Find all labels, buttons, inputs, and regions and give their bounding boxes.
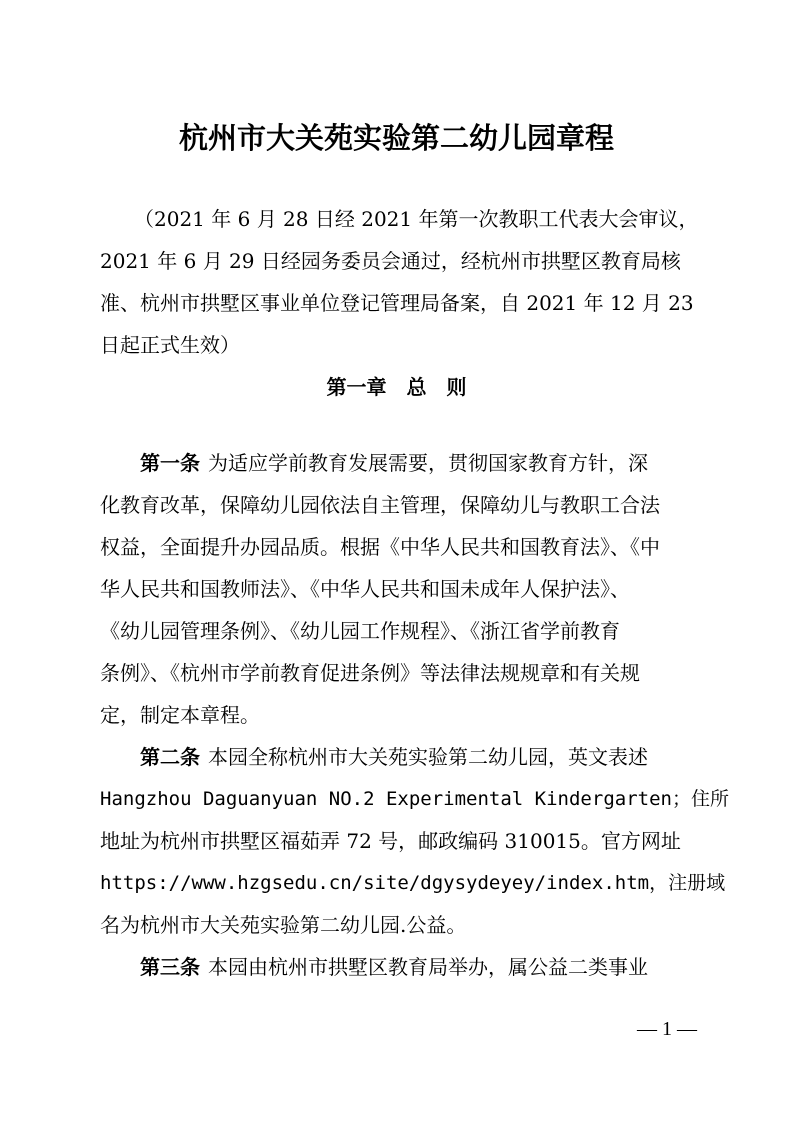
article-first-line — [140, 952, 648, 982]
article-line: 名为杭州市大关苑实验第二幼儿园.公益。 — [100, 913, 467, 937]
article-line: 条例》、《杭州市学前教育促进条例》等法律法规规章和有关规 — [100, 661, 640, 685]
article-line: 化教育改革，保障幼儿园依法自主管理，保障幼儿与教职工合法 — [100, 493, 660, 517]
article-label: 第二条 — [140, 745, 200, 769]
article-line: 华人民共和国教师法》、《中华人民共和国未成年人保护法》、 — [100, 577, 630, 601]
article-line: 定，制定本章程。 — [100, 703, 260, 727]
article-first-line — [140, 448, 648, 478]
article-line: https://www.hzgsedu.cn/site/dgysydeyey/index.htm，注册域 — [100, 872, 726, 894]
article-line: 权益，全面提升办园品质。根据《中华人民共和国教育法》、《中 — [100, 535, 660, 559]
article-text: 本园由杭州市拱墅区教育局举办，属公益二类事业 — [208, 955, 648, 979]
preamble-line: （2021 年 6 月 28 日经 2021 年第一次教职工代表大会审议， — [134, 207, 699, 231]
preamble-line: 日起正式生效） — [100, 333, 240, 357]
article-label: 第一条 — [140, 451, 200, 475]
preamble-line: 准、杭州市拱墅区事业单位登记管理局备案，自 2021 年 12 月 23 — [100, 291, 694, 315]
article-first-line — [140, 742, 648, 772]
preamble-line: 2021 年 6 月 29 日经园务委员会通过，经杭州市拱墅区教育局核 — [100, 249, 681, 273]
article-line: 《幼儿园管理条例》、《幼儿园工作规程》、《浙江省学前教育 — [100, 619, 620, 643]
article-label: 第三条 — [140, 955, 200, 979]
article-line: 地址为杭州市拱墅区福茹弄 72 号，邮政编码 310015。官方网址 — [100, 829, 681, 853]
article-line: Hangzhou Daguanyuan NO.2 Experimental Kindergarten；住所 — [100, 788, 729, 810]
chapter-heading: 第一章 总 则 — [326, 375, 467, 399]
page-number: — 1 — — [637, 1018, 697, 1040]
article-text: 为适应学前教育发展需要，贯彻国家教育方针，深 — [208, 451, 648, 475]
document-title: 杭州市大关苑实验第二幼儿园章程 — [178, 121, 614, 155]
article-text: 本园全称杭州市大关苑实验第二幼儿园，英文表述 — [208, 745, 648, 769]
